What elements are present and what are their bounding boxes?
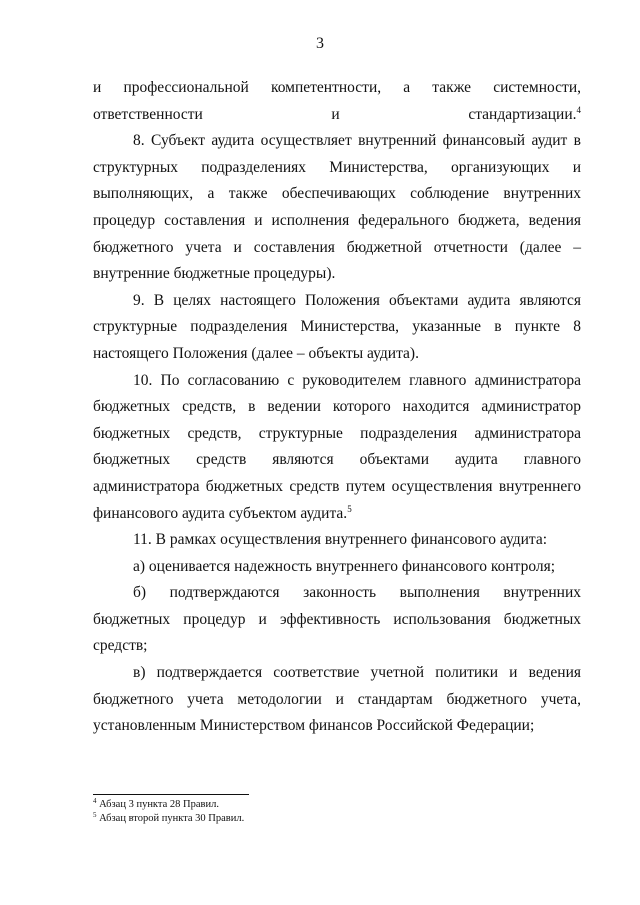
footnote-text: Абзац 3 пункта 28 Правил. bbox=[99, 799, 219, 810]
paragraph-continuation bbox=[93, 75, 581, 128]
footnote-mark: 4 bbox=[93, 797, 97, 805]
footnote-item bbox=[93, 812, 581, 826]
paragraph-text: и профессиональной компетентности, а также системности, ответственности и стандартизации. bbox=[93, 79, 581, 123]
paragraph-9 bbox=[93, 288, 581, 368]
paragraph-11 bbox=[93, 527, 581, 554]
paragraph-text: б) подтверждаются законность выполнения внутренних бюджетных процедур и эффективность использования бюджетных средств; bbox=[93, 584, 581, 655]
footnote-item bbox=[93, 798, 581, 812]
footnote-ref: 5 bbox=[347, 503, 352, 514]
list-item-a bbox=[93, 554, 581, 581]
paragraph-text: 11. В рамках осуществления внутреннего финансового аудита: bbox=[133, 531, 548, 549]
paragraph-text: в) подтверждается соответствие учетной политики и ведения бюджетного учета методологии и стандартам бюджетного учета, установленным Министерством финансов Российской Федерации; bbox=[93, 664, 581, 735]
paragraph-8 bbox=[93, 128, 581, 288]
paragraph-text: 8. Субъект аудита осуществляет внутренний финансовый аудит в структурных подразделениях Министерства, организующих и выполняющих, а также обеспечивающих соблюдение внутренних процедур составления и исполнения федерального бюджета, ведения бюджетного учета и составления бюджетной отчетности (далее – внутренние бюджетные процедуры). bbox=[93, 132, 581, 283]
page-number: 3 bbox=[316, 35, 324, 52]
paragraph-text: 10. По согласованию с руководителем главного администратора бюджетных средств, в ведении которого находится администратор бюджетных средств, структурные подразделения администратора бюджетных средств являются объектами аудита главного администратора бюджетных средств путем осуществления внутреннего финансового аудита субъектом аудита. bbox=[93, 371, 581, 522]
footnotes bbox=[93, 798, 581, 825]
document-body bbox=[93, 75, 581, 740]
paragraph-text: 9. В целях настоящего Положения объектами аудита являются структурные подразделения Министерства, указанные в пункте 8 настоящего Положения (далее – объекты аудита). bbox=[93, 291, 581, 362]
footnote-separator bbox=[93, 794, 249, 795]
list-item-c bbox=[93, 660, 581, 740]
footnote-mark: 5 bbox=[93, 810, 97, 819]
footnote-ref: 4 bbox=[576, 104, 581, 115]
footnote-text: Абзац второй пункта 30 Правил. bbox=[99, 812, 245, 824]
paragraph-text: а) оценивается надежность внутреннего финансового контроля; bbox=[133, 557, 556, 575]
paragraph-10 bbox=[93, 368, 581, 528]
list-item-b bbox=[93, 580, 581, 660]
